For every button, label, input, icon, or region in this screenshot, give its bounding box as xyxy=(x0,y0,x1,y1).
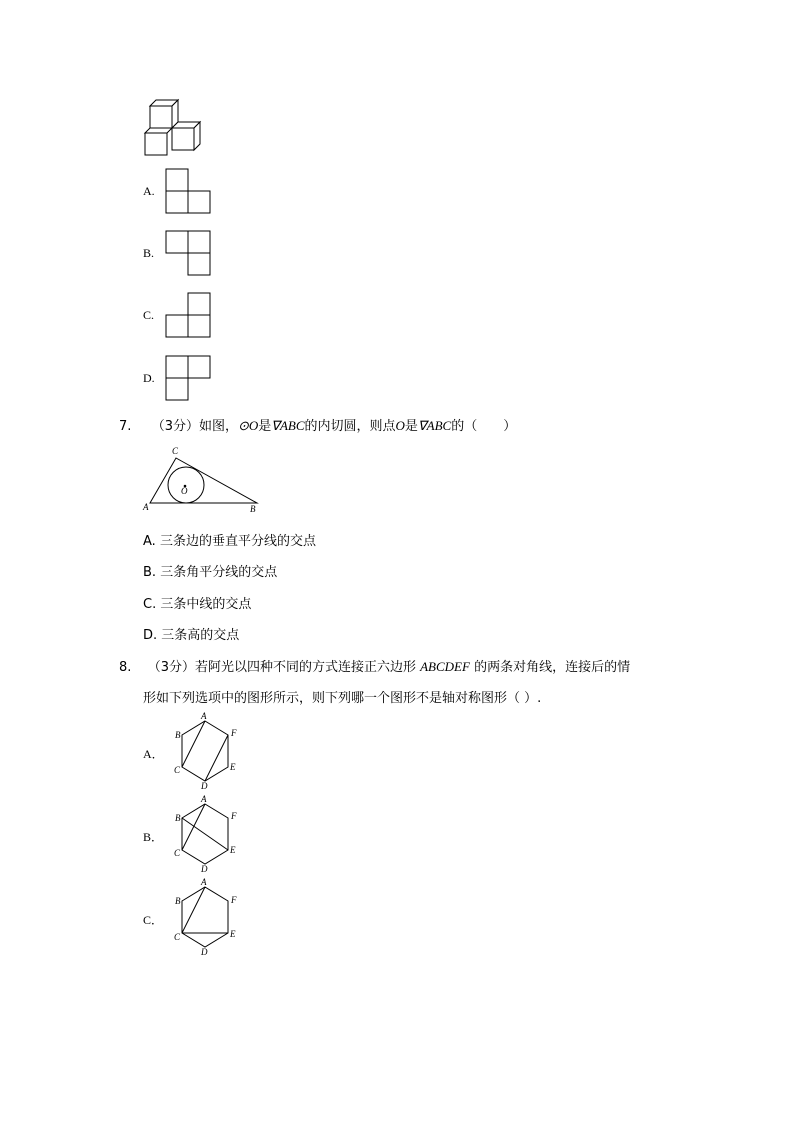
q8a-label-c: C xyxy=(174,765,181,775)
q8-hexagon-name: ABCDEF xyxy=(420,659,470,674)
q8-stem-line-2: 形如下列选项中的图形所示，则下列哪一个图形不是轴对称图形（ ）. xyxy=(143,691,542,706)
q8-option-b-letter[interactable]: B． xyxy=(143,830,164,844)
q8a-label-a: A xyxy=(201,711,207,721)
q7-score-text: （3分）如图， xyxy=(151,419,238,434)
q7-circle-symbol: ⊙O xyxy=(237,418,259,433)
q7-label-c: C xyxy=(172,446,179,456)
q7-option-c-text: 三条中线的交点 xyxy=(160,597,252,612)
q7-option-a-text: 三条边的垂直平分线的交点 xyxy=(159,534,316,549)
q6-option-b-letter[interactable]: B. xyxy=(143,246,155,260)
q7-option-b-text: 三条角平分线的交点 xyxy=(160,565,278,580)
q8c-label-e: E xyxy=(230,929,236,939)
q8a-label-e: E xyxy=(230,762,236,772)
q7-option-d-letter: D. xyxy=(143,628,158,643)
q6-option-c-letter[interactable]: C. xyxy=(143,308,155,322)
q8b-label-e: E xyxy=(230,845,236,855)
q8-option-a-letter[interactable]: A． xyxy=(143,747,164,761)
q6-option-a-letter[interactable]: A. xyxy=(143,184,155,198)
q8b-label-d: D xyxy=(201,864,208,874)
q7-option-b-letter: B. xyxy=(143,565,157,580)
q7-number: 7. xyxy=(119,419,132,434)
q8c-label-b: B xyxy=(175,896,181,906)
q7-text-3: 是 xyxy=(404,419,418,434)
q7-text-4: 的（ ） xyxy=(451,419,517,434)
q6-option-d-letter[interactable]: D. xyxy=(143,371,155,385)
q8b-label-f: F xyxy=(231,811,237,821)
q8b-label-a: A xyxy=(201,794,207,804)
q8c-label-f: F xyxy=(231,895,237,905)
q7-label-o: O xyxy=(181,486,188,496)
q8a-label-b: B xyxy=(175,730,181,740)
q8b-label-c: C xyxy=(174,848,181,858)
q8-option-c-letter[interactable]: C． xyxy=(143,913,164,927)
q8b-label-b: B xyxy=(175,813,181,823)
q8a-label-f: F xyxy=(231,728,237,738)
q8-number: 8. xyxy=(119,660,132,675)
q8-line-1-b: 的两条对角线，连接后的情 xyxy=(474,660,631,675)
q8c-label-c: C xyxy=(174,932,181,942)
q7-option-a-letter: A. xyxy=(143,534,156,549)
q7-option-c-letter: C. xyxy=(143,597,157,612)
q8-line-1-a: （3分）若阿光以四种不同的方式连接正六边形 xyxy=(147,660,416,675)
q7-option-d-text: 三条高的交点 xyxy=(161,628,240,643)
q7-triangle-1: ∇ABC xyxy=(271,418,305,433)
q7-label-a: A xyxy=(143,502,149,512)
q7-label-b: B xyxy=(250,504,256,514)
q7-triangle-2: ∇ABC xyxy=(417,418,452,433)
q7-point-o: O xyxy=(395,418,405,433)
q7-text-1: 是 xyxy=(258,419,272,434)
q8c-label-d: D xyxy=(201,947,208,957)
q7-text-2: 的内切圆，则点 xyxy=(304,419,396,434)
q8c-label-a: A xyxy=(201,877,207,887)
q8a-label-d: D xyxy=(201,781,208,791)
